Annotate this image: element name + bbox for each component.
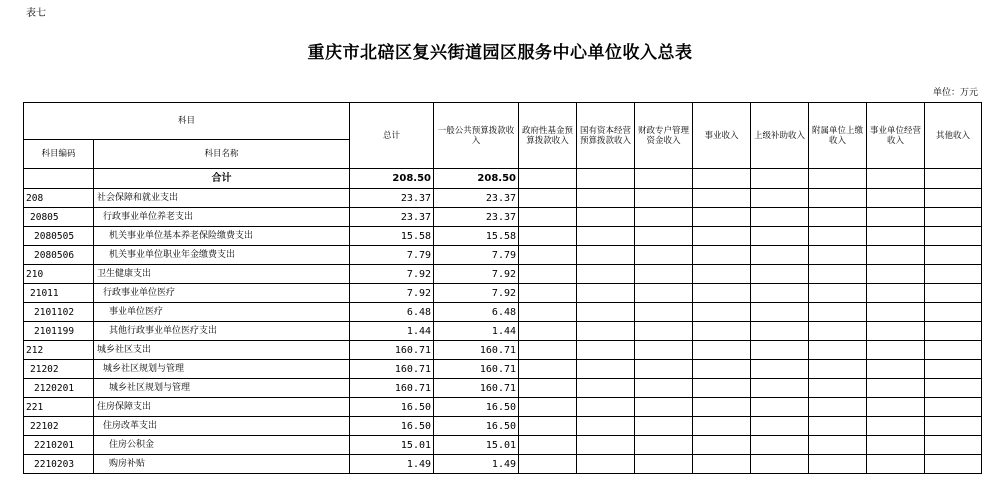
total-total-value: 208.50 [350,169,434,189]
empty-cell [809,360,867,379]
table-row [24,246,982,265]
subject-name-cell: 住房公积金 [94,436,350,455]
subject-code-cell: 20805 [24,208,94,227]
subject-code-cell: 208 [24,189,94,208]
table-row [24,265,982,284]
empty-cell [809,455,867,474]
table-row [24,379,982,398]
empty-cell [577,227,635,246]
subject-code-cell: 2080506 [24,246,94,265]
total-value-cell: 160.71 [350,379,434,398]
subject-name-cell: 机关事业单位职业年金缴费支出 [94,246,350,265]
empty-cell [751,417,809,436]
empty-cell [751,227,809,246]
unit-label: 单位：万元 [932,88,978,98]
empty-cell [693,398,751,417]
table-row [24,227,982,246]
total-code-cell [24,169,94,189]
subject-name-cell: 购房补贴 [94,455,350,474]
empty-cell [809,341,867,360]
empty-cell [635,360,693,379]
empty-cell [693,246,751,265]
empty-cell [809,208,867,227]
total-value-cell: 1.44 [350,322,434,341]
table-row [24,284,982,303]
subject-name-cell: 城乡社区支出 [94,341,350,360]
empty-cell [751,360,809,379]
empty-cell [577,169,635,189]
total-value-cell: 160.71 [350,341,434,360]
empty-cell [519,436,577,455]
empty-cell [751,284,809,303]
empty-cell [925,189,982,208]
empty-cell [577,341,635,360]
general-budget-value-cell: 1.49 [434,455,519,474]
empty-cell [751,303,809,322]
subject-code-cell: 2120201 [24,379,94,398]
subject-code-cell: 2080505 [24,227,94,246]
empty-cell [867,417,925,436]
empty-cell [693,417,751,436]
empty-cell [577,417,635,436]
empty-cell [635,322,693,341]
total-value-cell: 1.49 [350,455,434,474]
total-general-value: 208.50 [434,169,519,189]
empty-cell [693,265,751,284]
subject-name-cell: 住房保障支出 [94,398,350,417]
general-budget-value-cell: 160.71 [434,379,519,398]
table-row [24,417,982,436]
empty-cell [693,379,751,398]
empty-cell [577,303,635,322]
empty-cell [577,322,635,341]
empty-cell [809,189,867,208]
table-row [24,436,982,455]
table-row [24,322,982,341]
empty-cell [519,417,577,436]
empty-cell [925,398,982,417]
empty-cell [867,246,925,265]
empty-cell [519,208,577,227]
empty-cell [925,322,982,341]
empty-cell [751,208,809,227]
empty-cell [519,189,577,208]
general-budget-value-cell: 15.01 [434,436,519,455]
empty-cell [751,189,809,208]
empty-cell [751,379,809,398]
empty-cell [809,379,867,398]
empty-cell [925,436,982,455]
empty-cell [635,436,693,455]
empty-cell [519,303,577,322]
general-budget-value-cell: 16.50 [434,398,519,417]
empty-cell [809,417,867,436]
empty-cell [693,227,751,246]
subject-code-cell: 2101102 [24,303,94,322]
general-budget-value-cell: 23.37 [434,208,519,227]
empty-cell [809,265,867,284]
general-budget-value-cell: 6.48 [434,303,519,322]
empty-cell [867,189,925,208]
table-row [24,303,982,322]
empty-cell [925,227,982,246]
subject-code-cell: 21011 [24,284,94,303]
total-value-cell: 23.37 [350,189,434,208]
total-label: 合计 [94,169,350,189]
empty-cell [925,284,982,303]
subject-code-cell: 221 [24,398,94,417]
header-col-superior-subsidy: 上级补助收入 [751,103,809,169]
subject-code-cell: 22102 [24,417,94,436]
subject-code-cell: 21202 [24,360,94,379]
total-row [24,169,982,189]
empty-cell [867,169,925,189]
total-value-cell: 15.58 [350,227,434,246]
empty-cell [519,455,577,474]
empty-cell [693,455,751,474]
table-header [24,103,982,169]
total-value-cell: 7.79 [350,246,434,265]
empty-cell [751,265,809,284]
empty-cell [519,341,577,360]
empty-cell [693,303,751,322]
empty-cell [809,322,867,341]
subject-code-cell: 212 [24,341,94,360]
header-col-operating-income: 事业单位经营收入 [867,103,925,169]
subject-name-cell: 其他行政事业单位医疗支出 [94,322,350,341]
empty-cell [751,398,809,417]
subject-code-cell: 2210203 [24,455,94,474]
empty-cell [519,398,577,417]
empty-cell [751,246,809,265]
empty-cell [635,246,693,265]
empty-cell [809,246,867,265]
empty-cell [751,436,809,455]
total-value-cell: 6.48 [350,303,434,322]
subject-name-cell: 社会保障和就业支出 [94,189,350,208]
subject-name-cell: 城乡社区规划与管理 [94,360,350,379]
empty-cell [693,208,751,227]
header-col-affiliated-remit: 附属单位上缴收入 [809,103,867,169]
empty-cell [925,455,982,474]
empty-cell [867,208,925,227]
empty-cell [925,360,982,379]
empty-cell [635,455,693,474]
empty-cell [867,265,925,284]
total-value-cell: 15.01 [350,436,434,455]
header-col-general-budget: 一般公共预算拨款收入 [434,103,519,169]
table-row [24,455,982,474]
empty-cell [867,227,925,246]
table-row [24,208,982,227]
empty-cell [693,341,751,360]
subject-code-cell: 2210201 [24,436,94,455]
empty-cell [925,208,982,227]
empty-cell [577,265,635,284]
empty-cell [635,284,693,303]
empty-cell [577,189,635,208]
general-budget-value-cell: 15.58 [434,227,519,246]
empty-cell [867,341,925,360]
empty-cell [751,455,809,474]
general-budget-value-cell: 16.50 [434,417,519,436]
total-value-cell: 16.50 [350,398,434,417]
empty-cell [925,265,982,284]
empty-cell [577,436,635,455]
empty-cell [867,379,925,398]
empty-cell [809,436,867,455]
subject-name-cell: 行政事业单位养老支出 [94,208,350,227]
empty-cell [693,322,751,341]
header-col-gov-fund: 政府性基金预算拨款收入 [519,103,577,169]
header-col-total: 总计 [350,103,434,169]
empty-cell [925,303,982,322]
empty-cell [867,284,925,303]
empty-cell [925,417,982,436]
empty-cell [925,341,982,360]
header-col-state-capital: 国有资本经营预算拨款收入 [577,103,635,169]
total-value-cell: 7.92 [350,284,434,303]
empty-cell [635,341,693,360]
page-title: 重庆市北碚区复兴街道园区服务中心单位收入总表 [307,43,693,63]
empty-cell [577,360,635,379]
empty-cell [519,265,577,284]
empty-cell [519,322,577,341]
header-col-business-income: 事业收入 [693,103,751,169]
empty-cell [809,303,867,322]
empty-cell [519,360,577,379]
general-budget-value-cell: 7.92 [434,284,519,303]
income-summary-table [23,102,982,474]
empty-cell [635,379,693,398]
empty-cell [867,303,925,322]
empty-cell [519,246,577,265]
empty-cell [809,227,867,246]
empty-cell [693,189,751,208]
total-value-cell: 160.71 [350,360,434,379]
table-number-label: 表七 [26,8,46,19]
empty-cell [635,189,693,208]
empty-cell [693,360,751,379]
subject-name-cell: 住房改革支出 [94,417,350,436]
general-budget-value-cell: 23.37 [434,189,519,208]
header-col-fiscal-account: 财政专户管理资金收入 [635,103,693,169]
empty-cell [577,246,635,265]
subject-name-cell: 事业单位医疗 [94,303,350,322]
total-value-cell: 7.92 [350,265,434,284]
empty-cell [519,284,577,303]
empty-cell [809,284,867,303]
empty-cell [635,398,693,417]
table-row [24,341,982,360]
header-subject: 科目 [24,103,350,140]
empty-cell [635,227,693,246]
empty-cell [925,169,982,189]
empty-cell [693,169,751,189]
empty-cell [635,265,693,284]
general-budget-value-cell: 7.79 [434,246,519,265]
general-budget-value-cell: 7.92 [434,265,519,284]
subject-name-cell: 行政事业单位医疗 [94,284,350,303]
table-body [24,169,982,474]
general-budget-value-cell: 160.71 [434,341,519,360]
table-row [24,398,982,417]
subject-name-cell: 城乡社区规划与管理 [94,379,350,398]
empty-cell [925,246,982,265]
empty-cell [577,379,635,398]
empty-cell [867,398,925,417]
empty-cell [693,284,751,303]
header-col-other-income: 其他收入 [925,103,982,169]
empty-cell [519,379,577,398]
header-subject-code: 科目编码 [24,140,94,169]
empty-cell [751,322,809,341]
header-subject-name: 科目名称 [94,140,350,169]
empty-cell [635,169,693,189]
subject-code-cell: 210 [24,265,94,284]
empty-cell [635,303,693,322]
general-budget-value-cell: 160.71 [434,360,519,379]
empty-cell [867,360,925,379]
total-value-cell: 23.37 [350,208,434,227]
subject-name-cell: 机关事业单位基本养老保险缴费支出 [94,227,350,246]
empty-cell [809,169,867,189]
empty-cell [867,322,925,341]
general-budget-value-cell: 1.44 [434,322,519,341]
empty-cell [751,169,809,189]
empty-cell [867,436,925,455]
total-value-cell: 16.50 [350,417,434,436]
empty-cell [751,341,809,360]
empty-cell [577,398,635,417]
table-row [24,360,982,379]
empty-cell [635,417,693,436]
subject-name-cell: 卫生健康支出 [94,265,350,284]
empty-cell [867,455,925,474]
empty-cell [925,379,982,398]
subject-code-cell: 2101199 [24,322,94,341]
empty-cell [519,169,577,189]
empty-cell [577,208,635,227]
empty-cell [635,208,693,227]
empty-cell [693,436,751,455]
empty-cell [519,227,577,246]
empty-cell [577,455,635,474]
empty-cell [809,398,867,417]
empty-cell [577,284,635,303]
table-row [24,189,982,208]
